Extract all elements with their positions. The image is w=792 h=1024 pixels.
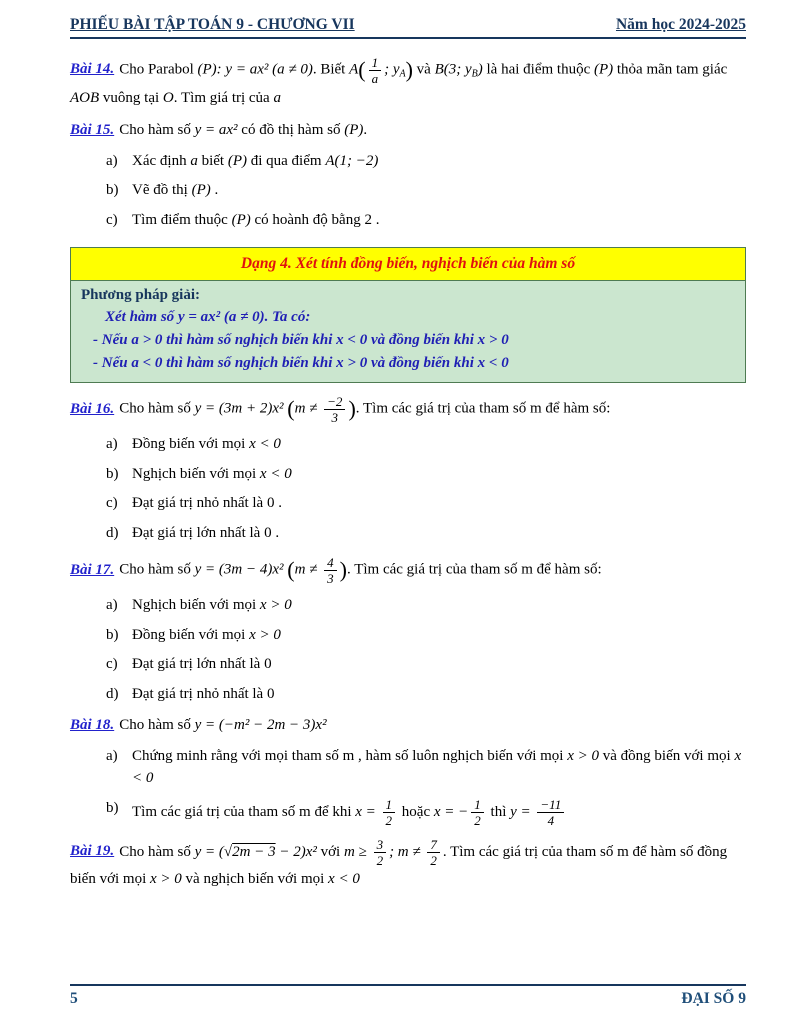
text-run: . Tìm các giá trị của tham số m để hàm số: — [355, 400, 611, 417]
math-run: x < 0 — [328, 870, 360, 887]
item-text — [132, 745, 746, 790]
text-run: đi qua điểm — [246, 152, 326, 169]
math-run: x < 0 — [259, 465, 292, 482]
text-run: Đồng biến với mọi — [132, 436, 250, 453]
text-run: Tìm các giá trị của tham số m để khi — [132, 803, 356, 820]
header-school-year: Năm học 2024-2025 — [615, 16, 746, 33]
method-line — [105, 309, 735, 326]
item-text — [132, 797, 746, 828]
math-run: x > 0 — [259, 597, 292, 614]
fraction — [471, 797, 484, 828]
math-run: x > 0 — [249, 626, 281, 643]
fraction — [369, 55, 382, 86]
text-run: với — [316, 843, 344, 860]
left-paren: ( — [358, 57, 366, 82]
text-run: Cho hàm số — [119, 717, 195, 734]
item-text — [132, 522, 746, 545]
math-run: − 2)x² — [275, 843, 317, 860]
item-marker: b) — [106, 465, 119, 482]
list-item — [106, 179, 746, 202]
math-run: (P) — [227, 152, 247, 169]
list-item — [106, 594, 746, 617]
problem-14-label: Bài 14. — [70, 61, 115, 78]
text-run: Nghịch biến với mọi — [132, 597, 260, 614]
fraction-numerator: 3 — [376, 836, 384, 852]
item-text — [132, 492, 746, 515]
fraction — [374, 837, 387, 868]
text-run: có hoành độ bằng 2 . — [250, 211, 380, 228]
list-item — [106, 209, 746, 232]
fraction-numerator: 1 — [474, 796, 481, 812]
problem-15 — [70, 119, 746, 142]
list-item — [106, 522, 746, 545]
problem-19 — [70, 837, 746, 891]
text-run: Cho hàm số — [119, 400, 195, 417]
text-run: Cho hàm số — [119, 122, 195, 139]
problem-16-label: Bài 16. — [70, 400, 115, 417]
fraction-denominator: 2 — [471, 812, 484, 828]
math-run: ; m ≠ — [389, 843, 425, 860]
list-item — [106, 150, 746, 173]
text-run: là hai điểm thuộc — [482, 61, 594, 78]
text-run: biết — [197, 152, 228, 169]
item-text — [132, 624, 746, 647]
fraction-numerator: 4 — [327, 554, 334, 570]
math-run: x > 0 — [150, 870, 182, 887]
math-run: ) — [477, 61, 483, 78]
fraction-denominator: 2 — [374, 852, 387, 868]
fraction-numerator: 7 — [430, 836, 437, 852]
fraction-denominator: 3 — [324, 409, 345, 425]
text-run: Đạt giá trị nhỏ nhất là 0 . — [132, 495, 282, 512]
text-run: . Tìm các giá trị của tham số m để hàm số: — [346, 561, 602, 578]
item-marker: b) — [106, 182, 119, 199]
dang4-box — [70, 247, 746, 383]
problem-18-items — [106, 745, 746, 828]
text-run: . Ta có: — [264, 309, 311, 326]
math-run: y = — [510, 803, 535, 820]
fraction — [383, 797, 396, 828]
math-run: y = ax² — [194, 122, 238, 139]
math-run: m ≠ — [294, 561, 322, 578]
item-text — [132, 150, 746, 173]
item-marker: a) — [106, 597, 118, 614]
text-run: . — [363, 122, 368, 139]
math-run: y = ax² (a ≠ 0) — [177, 309, 265, 326]
math-run: x = — [355, 803, 380, 820]
method-label: Phương pháp giải: — [81, 287, 201, 304]
problem-19-label: Bài 19. — [70, 843, 115, 860]
text-run: Xác định — [132, 152, 191, 169]
item-marker: a) — [106, 152, 118, 169]
method-box — [71, 281, 745, 382]
text-run: . — [210, 182, 219, 199]
list-item — [106, 797, 746, 828]
text-run: Cho Parabol — [119, 61, 198, 78]
text-run: hoặc — [398, 803, 434, 820]
text-run: thỏa mãn tam giác — [613, 61, 728, 78]
dang4-title: Dạng 4. Xét tính đồng biến, nghịch biến của hàm số — [71, 248, 745, 281]
list-item — [106, 492, 746, 515]
math-run: a — [273, 90, 281, 107]
fraction-numerator: 1 — [371, 54, 379, 70]
text-run: Đạt giá trị nhỏ nhất là 0 — [132, 685, 275, 702]
fraction-numerator: 1 — [385, 796, 393, 812]
math-run: x > 0 — [567, 747, 600, 764]
item-marker: c) — [106, 656, 118, 673]
text-run: Chứng minh rằng với mọi tham số m , hàm số luôn nghịch biến với mọi — [132, 747, 568, 764]
item-text — [132, 683, 746, 706]
right-paren: ) — [405, 57, 413, 82]
item-text — [132, 594, 746, 617]
text-run: Đồng biến với mọi — [132, 626, 250, 643]
item-marker: c) — [106, 211, 118, 228]
fraction — [324, 555, 337, 586]
list-item — [106, 683, 746, 706]
text-run: Cho hàm số — [119, 561, 195, 578]
text-run: Cho hàm số — [119, 843, 195, 860]
subscript: B — [471, 68, 478, 80]
math-run: (P) — [344, 122, 364, 139]
fraction-denominator: 3 — [324, 570, 337, 586]
math-run: (P) — [191, 182, 211, 199]
math-run: m ≠ — [294, 400, 322, 417]
text-run: . Tìm giá trị của — [173, 90, 274, 107]
list-item — [106, 624, 746, 647]
fraction-denominator: 4 — [537, 812, 564, 828]
text-run: và nghịch biến với mọi — [181, 870, 329, 887]
list-item — [106, 745, 746, 790]
text-run: thì — [486, 803, 511, 820]
item-marker: a) — [106, 436, 118, 453]
text-run: Đạt giá trị lớn nhất là 0 — [132, 656, 272, 673]
math-run: (P): y = ax² (a ≠ 0) — [197, 61, 313, 78]
item-text — [132, 653, 746, 676]
problem-15-label: Bài 15. — [70, 122, 115, 139]
problem-17-label: Bài 17. — [70, 561, 115, 578]
math-run: x < 0 — [132, 747, 742, 787]
left-paren: ( — [287, 396, 295, 422]
text-run: Xét hàm số — [105, 309, 178, 326]
method-line: - Nếu a < 0 thì hàm số nghịch biến khi x > 0 và đồng biến khi x < 0 — [93, 355, 509, 372]
item-marker: b) — [106, 626, 119, 643]
item-marker: c) — [106, 495, 118, 512]
math-run: y = (√ — [194, 843, 233, 860]
math-run: m ≥ — [343, 843, 371, 860]
method-line: - Nếu a > 0 thì hàm số nghịch biến khi x < 0 và đồng biến khi x > 0 — [93, 332, 509, 349]
math-run: A(1; −2) — [325, 152, 379, 169]
page-footer — [70, 984, 746, 1008]
text-run: Tìm điểm thuộc — [132, 211, 232, 228]
text-run: vuông tại — [99, 90, 163, 107]
problem-16-items — [106, 433, 746, 544]
text-run: có đồ thị hàm số — [237, 122, 345, 139]
item-text — [132, 463, 746, 486]
page-header — [70, 16, 746, 39]
problem-14 — [70, 53, 746, 110]
fraction-numerator: −2 — [327, 393, 343, 409]
text-run: Vẽ đồ thị — [132, 182, 192, 199]
item-text — [132, 179, 746, 202]
text-run: Đạt giá trị lớn nhất là 0 . — [132, 524, 280, 541]
fraction-denominator: 2 — [383, 812, 396, 828]
math-run: y = (3m + 2)x² — [194, 400, 288, 417]
problem-16 — [70, 392, 746, 426]
right-paren: ) — [339, 557, 347, 583]
fraction-denominator: a — [369, 70, 382, 86]
item-marker: b) — [106, 799, 119, 816]
math-run: y = (3m − 4)x² — [194, 561, 288, 578]
math-run: x < 0 — [249, 436, 281, 453]
math-run: x = − — [433, 803, 469, 820]
math-run: y = (−m² − 2m − 3)x² — [194, 717, 327, 734]
page-number: 5 — [70, 990, 78, 1007]
text-run: . Biết — [312, 61, 350, 78]
text-run: . Tìm các giá trị của tham số m để hàm số đồng biến với mọi — [70, 843, 728, 887]
list-item — [106, 433, 746, 456]
right-paren: ) — [348, 396, 356, 422]
page-content — [70, 53, 746, 891]
fraction-numerator: −11 — [540, 796, 562, 812]
math-run: A — [349, 61, 359, 78]
radicand: 2m − 3 — [232, 843, 276, 860]
item-marker: a) — [106, 747, 118, 764]
problem-17-items — [106, 594, 746, 705]
math-run: B(3; y — [434, 61, 472, 78]
problem-17 — [70, 553, 746, 587]
item-marker: d) — [106, 685, 119, 702]
footer-section: ĐẠI SỐ 9 — [681, 990, 746, 1007]
header-title: PHIẾU BÀI TẬP TOÁN 9 - CHƯƠNG VII — [70, 16, 355, 33]
problem-18-label: Bài 18. — [70, 717, 115, 734]
problem-15-items — [106, 150, 746, 232]
problem-18 — [70, 714, 746, 737]
text-run: Nghịch biến với mọi — [132, 465, 260, 482]
text-run: và — [412, 61, 435, 78]
fraction — [427, 837, 440, 868]
fraction-denominator: 2 — [427, 852, 440, 868]
math-run: (P) — [231, 211, 251, 228]
math-run: a — [190, 152, 198, 169]
math-run: AOB — [70, 90, 100, 107]
text-run: và đồng biến với mọi — [599, 747, 735, 764]
left-paren: ( — [287, 557, 295, 583]
list-item — [106, 653, 746, 676]
fraction — [324, 394, 345, 425]
item-marker: d) — [106, 524, 119, 541]
math-run: (P) — [593, 61, 614, 78]
list-item — [106, 463, 746, 486]
item-text — [132, 433, 746, 456]
math-run: ; y — [384, 61, 400, 78]
item-text — [132, 209, 746, 232]
fraction — [537, 797, 564, 828]
subscript: A — [399, 68, 406, 80]
math-run: O — [162, 90, 174, 107]
